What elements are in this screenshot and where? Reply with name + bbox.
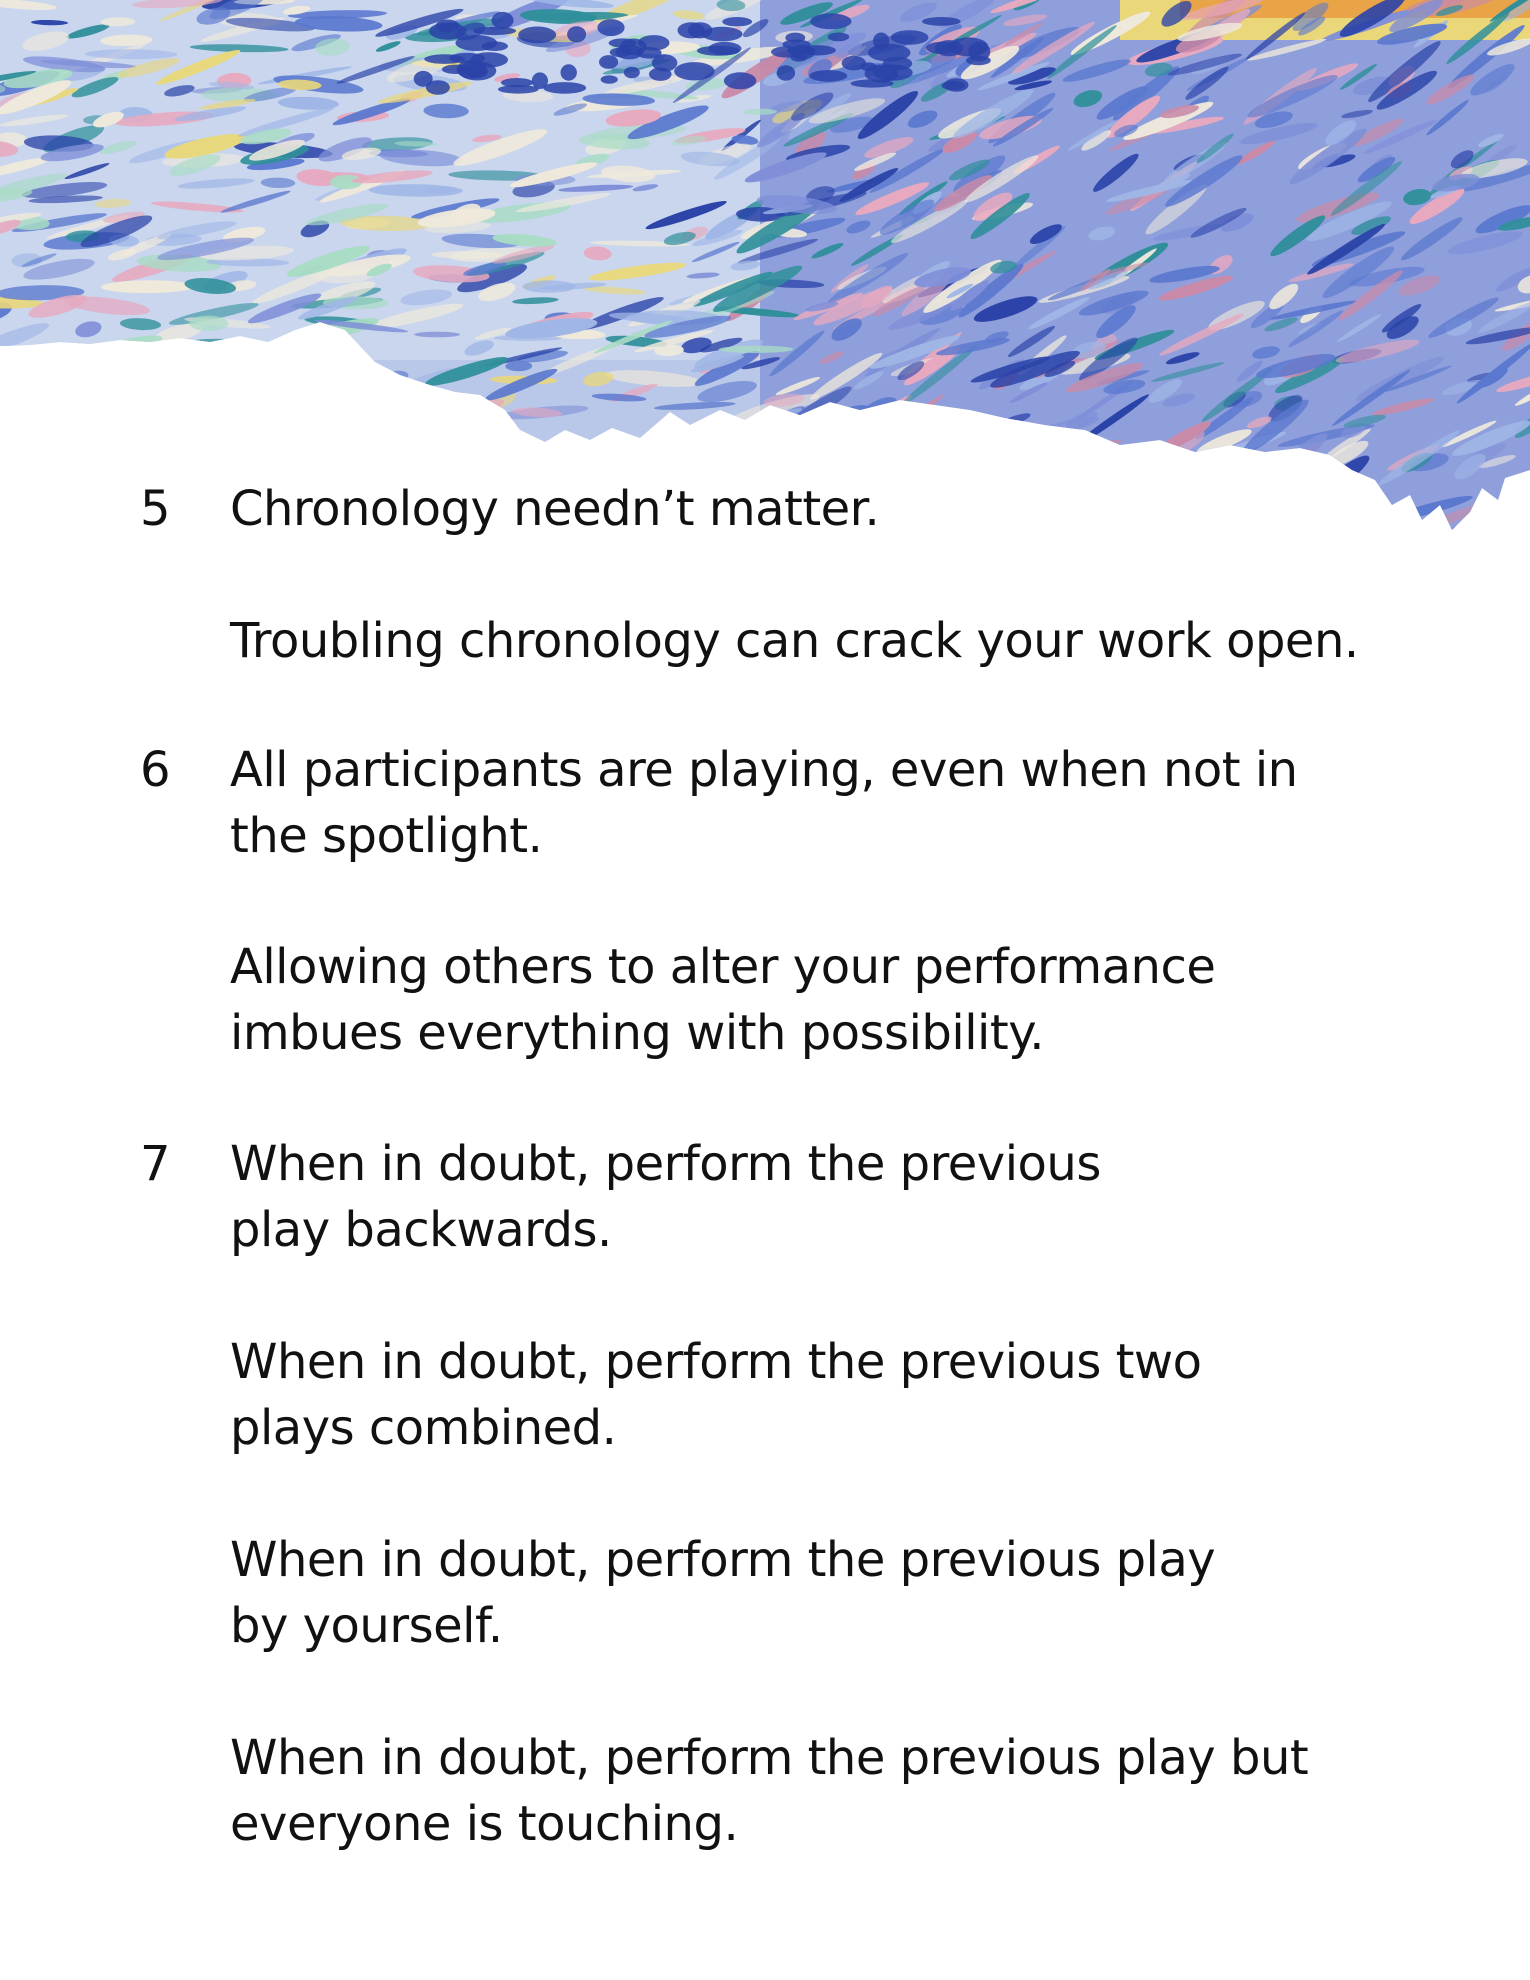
- paint-stroke: [183, 366, 224, 393]
- paint-stroke: [880, 430, 938, 479]
- paint-stroke: [226, 408, 277, 424]
- paint-stroke: [13, 445, 53, 467]
- paint-stroke: [9, 374, 45, 397]
- paint-stroke: [532, 72, 548, 89]
- paint-stroke: [5, 433, 38, 450]
- paint-stroke: [426, 425, 518, 457]
- paint-stroke: [273, 377, 340, 389]
- paint-stroke: [247, 345, 296, 365]
- paint-stroke: [941, 81, 965, 90]
- paint-stroke: [878, 404, 945, 449]
- paint-stroke: [708, 42, 741, 55]
- paint-stroke: [95, 519, 143, 531]
- paint-stroke: [19, 476, 45, 483]
- paint-stroke: [667, 435, 743, 451]
- paint-stroke: [869, 408, 950, 454]
- rule-number: 5: [140, 481, 171, 537]
- paint-stroke: [688, 22, 712, 38]
- paint-stroke: [810, 13, 851, 29]
- paint-stroke: [686, 434, 775, 451]
- rule-statement: All participants are playing, even when not in the spotlight.: [230, 742, 1298, 864]
- paint-stroke: [873, 65, 913, 81]
- paint-stroke: [652, 54, 677, 71]
- paint-stroke: [674, 62, 714, 80]
- paint-stroke: [426, 80, 450, 95]
- paint-stroke: [172, 413, 202, 429]
- paint-stroke: [952, 437, 1008, 461]
- paint-stroke: [866, 403, 914, 441]
- paint-stroke: [0, 447, 38, 483]
- paint-stroke: [719, 454, 816, 478]
- paint-stroke: [473, 27, 516, 35]
- paint-stroke: [457, 446, 521, 464]
- paint-stroke: [791, 54, 808, 62]
- rule-number: 7: [140, 1136, 171, 1192]
- paint-stroke: [280, 385, 335, 399]
- paint-stroke: [228, 402, 314, 447]
- paint-stroke: [567, 26, 586, 42]
- paint-stroke: [71, 509, 136, 530]
- paint-stroke: [844, 412, 899, 451]
- paint-stroke: [483, 438, 531, 453]
- paint-stroke: [882, 430, 921, 461]
- paint-stroke: [189, 339, 246, 345]
- paint-stroke: [113, 347, 197, 385]
- paint-stroke: [772, 441, 871, 471]
- rule-commentary: Allowing others to alter your performance imbues everything with possibility.: [230, 939, 1216, 1061]
- paint-stroke: [787, 47, 816, 55]
- paint-stroke: [335, 455, 399, 477]
- paint-stroke: [67, 453, 145, 485]
- paint-stroke: [88, 411, 162, 432]
- paint-stroke: [414, 332, 460, 338]
- paint-stroke: [337, 440, 399, 464]
- paint-stroke: [522, 280, 575, 292]
- rule-variation: When in doubt, perform the previous play by yourself.: [230, 1532, 1216, 1654]
- paint-stroke: [406, 436, 467, 465]
- paint-stroke: [241, 416, 270, 425]
- paint-stroke: [62, 386, 99, 394]
- paint-stroke: [252, 434, 340, 462]
- paint-stroke: [949, 37, 989, 56]
- paint-stroke: [151, 382, 216, 404]
- paint-stroke: [0, 470, 37, 489]
- paint-stroke: [38, 372, 110, 409]
- paint-stroke: [789, 436, 843, 475]
- paint-stroke: [306, 377, 345, 388]
- paint-stroke: [360, 446, 389, 458]
- paint-stroke: [426, 415, 483, 422]
- paint-stroke: [673, 438, 721, 457]
- paint-stroke: [624, 67, 640, 79]
- paint-stroke: [809, 70, 847, 82]
- paint-stroke: [3, 351, 31, 366]
- paint-stroke: [328, 446, 403, 467]
- paint-stroke: [147, 340, 242, 382]
- paint-stroke: [0, 465, 7, 484]
- paint-stroke: [424, 54, 465, 64]
- paint-stroke: [470, 52, 508, 67]
- paint-stroke: [75, 370, 154, 399]
- paint-stroke: [918, 418, 967, 435]
- paint-stroke: [491, 12, 513, 29]
- paint-stroke: [763, 424, 840, 450]
- paint-stroke: [722, 17, 752, 26]
- paint-stroke: [228, 374, 280, 402]
- paint-stroke: [1517, 482, 1530, 506]
- paint-stroke: [716, 428, 742, 438]
- paint-stroke: [316, 342, 345, 358]
- paint-stroke: [0, 369, 52, 393]
- paint-stroke: [224, 415, 276, 444]
- paint-stroke: [187, 436, 232, 461]
- rule-variation: When in doubt, perform the previous two plays combined.: [230, 1334, 1202, 1456]
- paint-stroke: [665, 450, 702, 475]
- paint-stroke: [724, 72, 756, 89]
- paint-stroke: [601, 75, 618, 84]
- paint-stroke: [429, 23, 466, 40]
- paint-stroke: [873, 33, 889, 50]
- paint-stroke: [262, 403, 340, 428]
- paint-stroke: [807, 416, 858, 458]
- paint-stroke: [112, 437, 186, 453]
- rule-statement: Chronology needn’t matter.: [230, 481, 880, 537]
- paint-stroke: [647, 449, 692, 457]
- paint-stroke: [84, 435, 121, 447]
- paint-stroke: [361, 413, 393, 434]
- paint-stroke: [922, 17, 961, 26]
- paint-stroke: [0, 461, 62, 479]
- paint-stroke: [482, 41, 508, 51]
- paint-stroke: [498, 85, 539, 94]
- rule-variation: When in doubt, perform the previous play but everyone is touching.: [230, 1730, 1309, 1852]
- paint-stroke: [217, 441, 295, 466]
- paint-stroke: [173, 346, 271, 366]
- paint-stroke: [518, 27, 556, 44]
- paint-stroke: [1496, 487, 1530, 529]
- paint-stroke: [17, 482, 46, 503]
- paint-stroke: [819, 428, 854, 454]
- paint-stroke: [451, 441, 526, 450]
- paint-stroke: [160, 377, 213, 400]
- paint-stroke: [620, 39, 647, 56]
- paint-stroke: [255, 452, 296, 472]
- paint-stroke: [828, 33, 849, 42]
- paint-stroke: [362, 434, 408, 451]
- rule-statement: When in doubt, perform the previous play backwards.: [230, 1136, 1101, 1258]
- paint-stroke: [251, 457, 338, 466]
- paint-stroke: [207, 410, 246, 422]
- paint-stroke: [290, 390, 369, 402]
- paint-stroke: [331, 383, 391, 409]
- paint-stroke: [1048, 437, 1122, 458]
- paint-stroke: [1468, 513, 1530, 550]
- paint-stroke: [335, 422, 363, 436]
- paint-stroke: [80, 392, 129, 416]
- paint-stroke: [211, 459, 238, 475]
- rule-number: 6: [140, 742, 171, 798]
- paint-stroke: [181, 413, 218, 430]
- paint-stroke: [167, 358, 193, 373]
- paint-stroke: [891, 30, 929, 45]
- paint-stroke: [252, 381, 290, 403]
- paint-stroke: [777, 65, 795, 80]
- rule-commentary: Troubling chronology can crack your work open.: [230, 613, 1359, 669]
- paint-stroke: [966, 56, 991, 66]
- paint-stroke: [359, 406, 454, 422]
- paint-stroke: [151, 367, 199, 383]
- paint-stroke: [597, 19, 624, 36]
- paint-stroke: [130, 424, 199, 456]
- paint-stroke: [0, 397, 18, 422]
- paint-stroke: [543, 82, 586, 94]
- paint-stroke: [561, 64, 577, 80]
- paint-stroke: [0, 453, 9, 469]
- paint-stroke: [599, 55, 618, 69]
- paint-stroke: [1259, 449, 1301, 479]
